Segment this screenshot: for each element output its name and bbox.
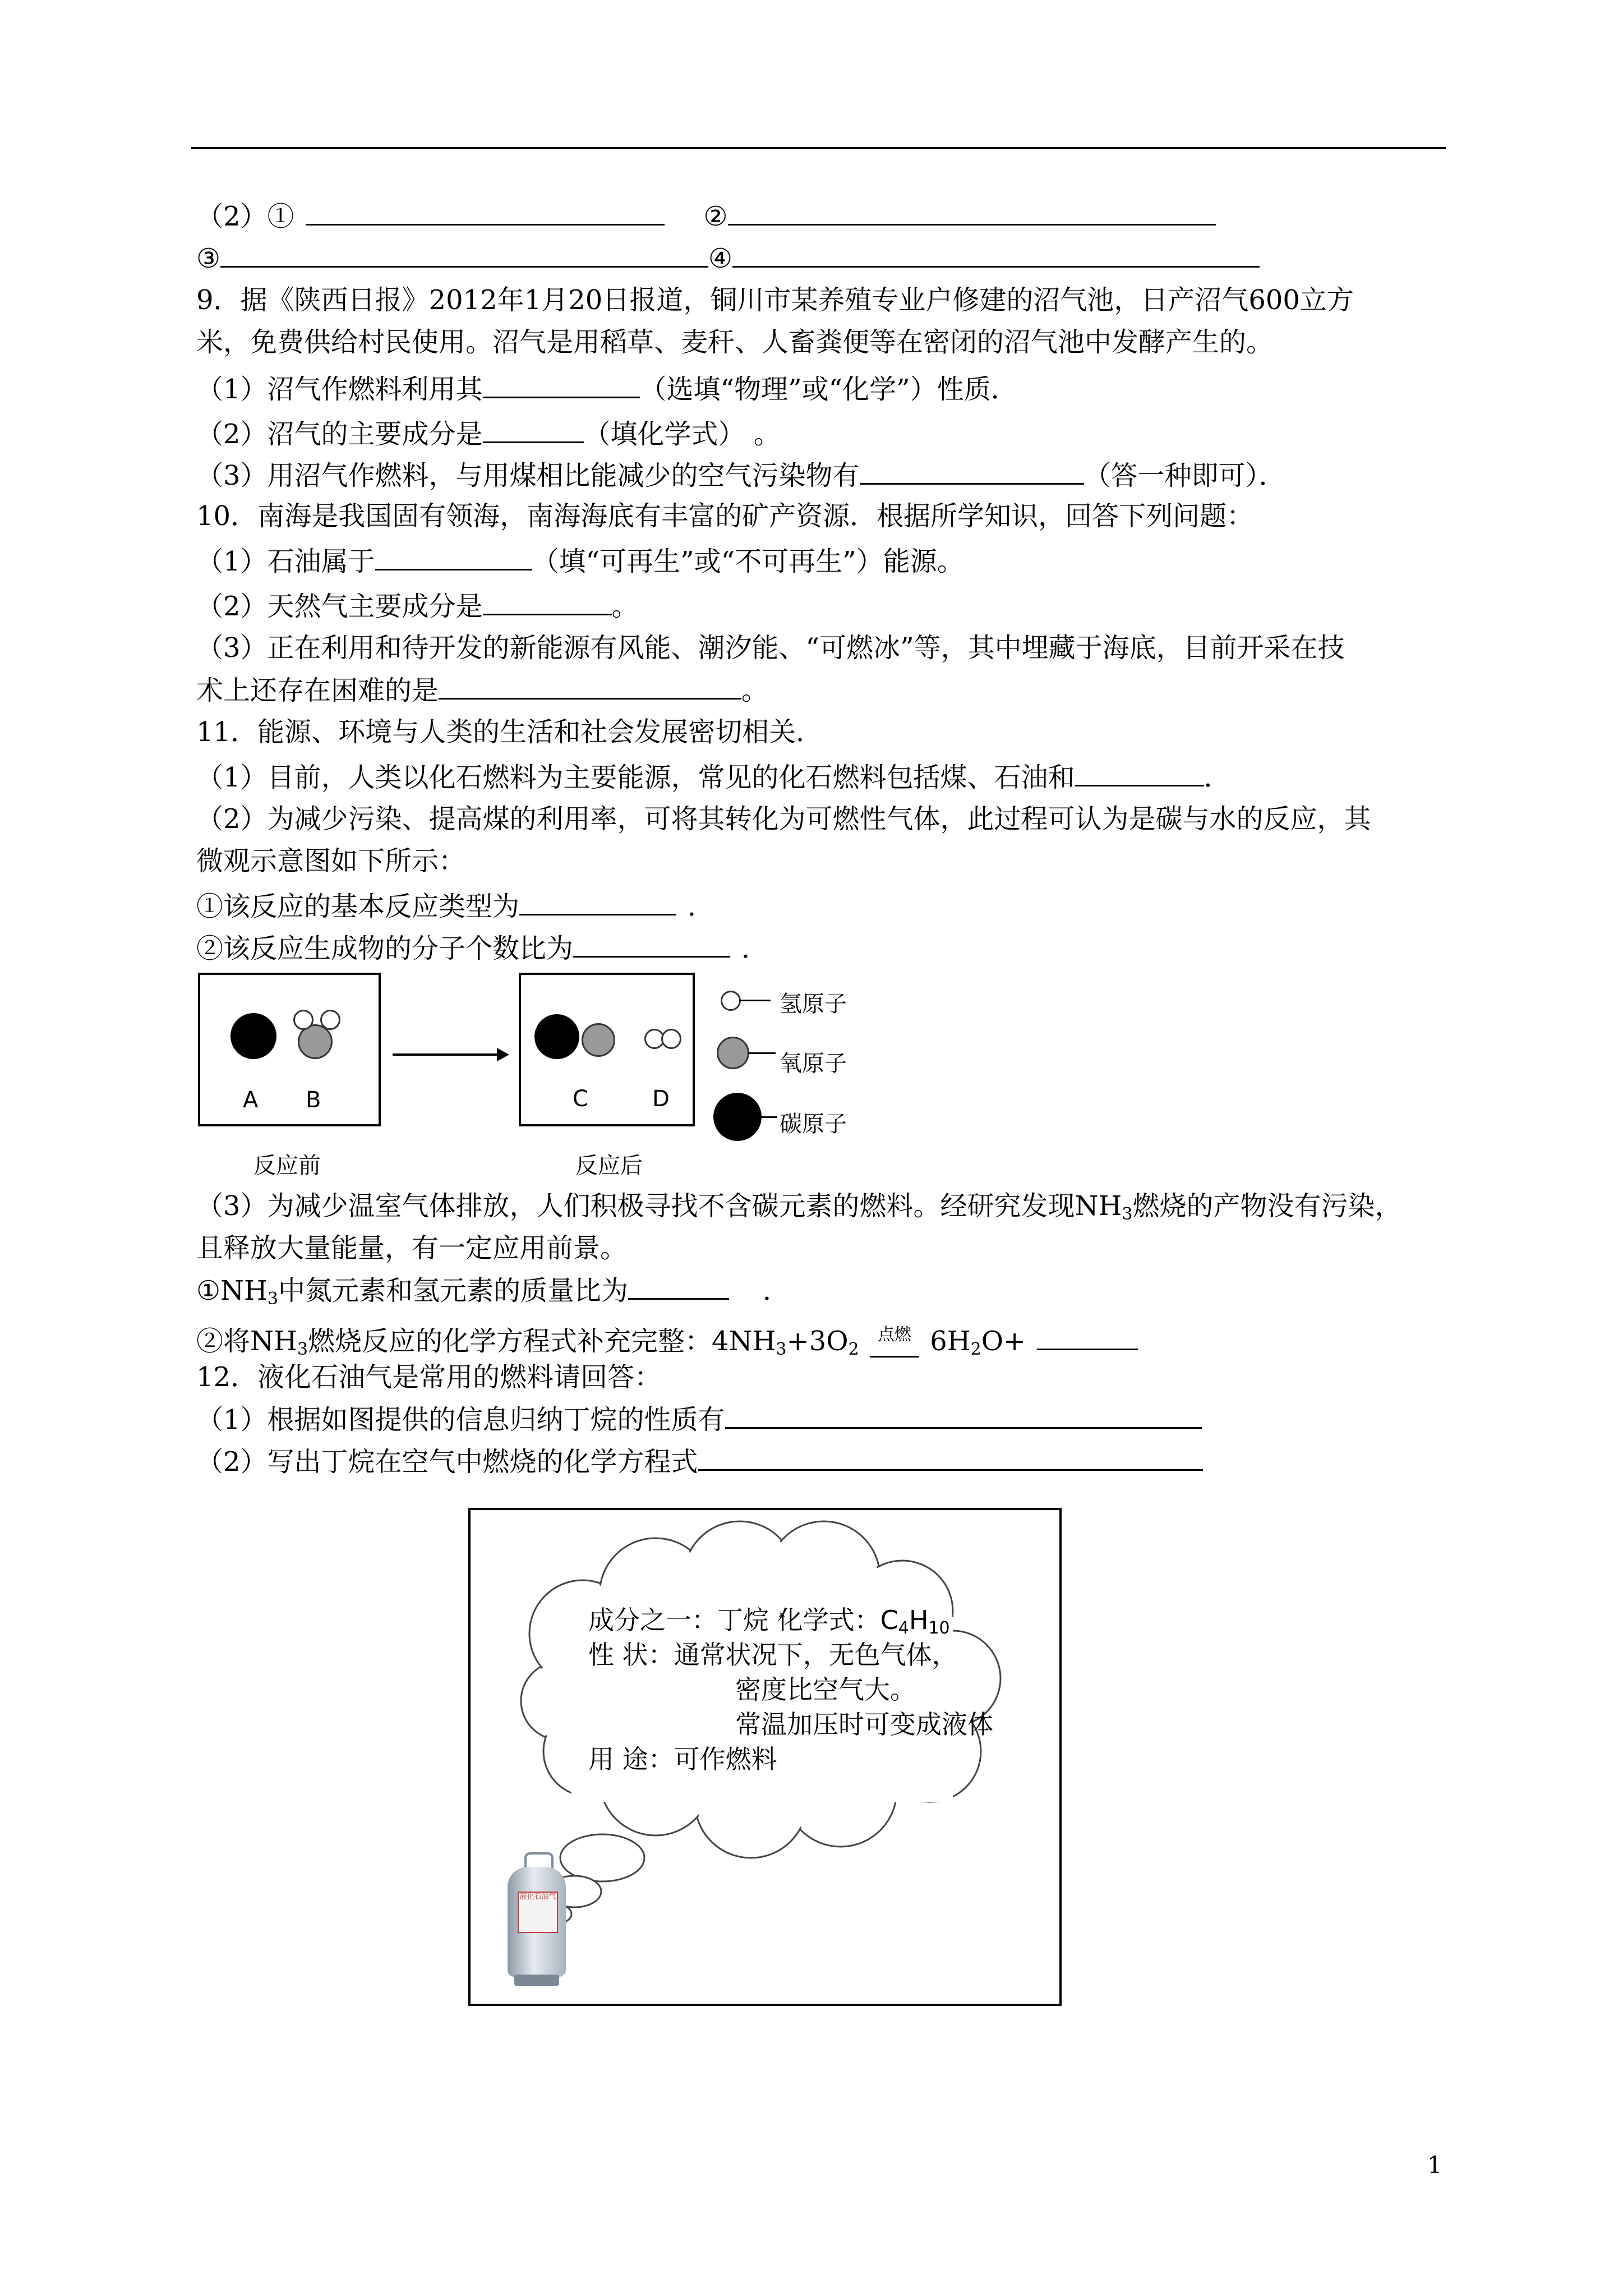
- header-rule: [191, 147, 1446, 149]
- gas-cylinder-icon: [508, 1852, 566, 1987]
- cloud-line-use: 用 途：可作燃料: [588, 1744, 777, 1774]
- legend-hydrogen: 氢原子: [780, 991, 847, 1017]
- reaction-arrow: [393, 1053, 499, 1056]
- after-box: [519, 973, 695, 1126]
- q11-sub2: ②该反应生成物的分子个数比为 ．: [196, 931, 768, 965]
- q12-stem: 12．液化石油气是常用的燃料请回答：: [196, 1361, 662, 1393]
- cloud-line-density: 密度比空气大。: [735, 1674, 916, 1705]
- label-c: C: [573, 1086, 588, 1112]
- q10-part2: （2）天然气主要成分是 。: [196, 589, 639, 623]
- legend-oxygen: 氧原子: [780, 1051, 847, 1076]
- legend-line: [760, 1116, 777, 1118]
- carbon-atom: [534, 1014, 579, 1059]
- label-a: A: [243, 1087, 259, 1113]
- q11-part1: （1）目前，人类以化石燃料为主要能源，常见的化石燃料包括煤、石油和 ．: [196, 760, 1231, 794]
- hydrogen-atom: [293, 1010, 313, 1030]
- butane-figure: [468, 1508, 1062, 2006]
- reaction-condition: 点燃: [868, 1318, 921, 1352]
- hydrogen-atom: [320, 1010, 340, 1030]
- q11-part3-sub1: $①NH_3$中氮元素和氢元素的质量比为 ．: [196, 1273, 790, 1308]
- q8-part2-line2: ③ ④: [196, 241, 1260, 275]
- legend-carbon: 碳原子: [780, 1111, 847, 1137]
- label-d: D: [652, 1086, 670, 1112]
- q10-stem: 10．南海是我国固有领海，南海海底有丰富的矿产资源．根据所学知识，回答下列问题：: [196, 500, 1254, 532]
- hydrogen-legend-icon: [721, 991, 741, 1011]
- legend-line: [739, 1000, 771, 1001]
- q11-part3-line1: （3）为减少温室气体排放，人们积极寻找不含碳元素的燃料。经研究发现$NH_3$燃烧的产物没有污染，: [196, 1190, 1402, 1224]
- q9-part1: （1）沼气作燃料利用其 （选填“物理”或“化学”）性质．: [196, 372, 1018, 406]
- q10-part1: （1）石油属于 （填“可再生”或“不可再生”）能源。: [196, 544, 964, 578]
- before-box: [198, 973, 381, 1126]
- hydrogen-atom: [661, 1029, 681, 1049]
- q11-part3-sub2: ②将$NH_3$燃烧反应的化学方程式补充完整：$4NH_3+3O_2$ 点燃 $6H_2O+$: [196, 1318, 1138, 1358]
- q11-part3-line2: 且释放大量能量，有一定应用前景。: [196, 1232, 628, 1264]
- q8-part2-line1: （2）① ②: [196, 199, 1216, 233]
- q10-part3-line1: （3）正在利用和待开发的新能源有风能、潮汐能、“可燃冰”等，其中埋藏于海底，目前开采在技: [196, 632, 1345, 664]
- q11-part2-line1: （2）为减少污染、提高煤的利用率，可将其转化为可燃性气体，此过程可认为是碳与水的反应，其: [196, 803, 1371, 835]
- cloud-line-property: 性 状：通常状况下，无色气体，: [588, 1640, 958, 1670]
- q9-stem-1: 9．据《陕西日报》2012年1月20日报道，铜川市某养殖专业户修建的沼气池，日产沼气600立方: [196, 284, 1354, 316]
- cloud-line-formula: 成分之一：丁烷 化学式：$C_4H_{10}$: [588, 1605, 950, 1638]
- carbon-atom: [230, 1013, 276, 1059]
- cylinder-label: 液化石油气: [518, 1892, 558, 1933]
- q11-stem: 11．能源、环境与人类的生活和社会发展密切相关．: [196, 716, 823, 748]
- q9-part2: （2）沼气的主要成分是 （填化学式） 。: [196, 417, 781, 451]
- label-before: 反应前: [253, 1153, 321, 1179]
- q9-stem-2: 米，免费供给村民使用。沼气是用稻草、麦秆、人畜粪便等在密闭的沼气池中发酵产生的。: [196, 326, 1274, 358]
- label-b: B: [306, 1087, 321, 1113]
- legend-line: [748, 1052, 776, 1054]
- q9-part3: （3）用沼气作燃料，与用煤相比能减少的空气污染物有 （答一种即可）．: [196, 458, 1286, 493]
- q10-part3-line2: 术上还存在困难的是 。: [196, 673, 768, 707]
- label-after: 反应后: [575, 1153, 643, 1179]
- oxygen-atom: [582, 1023, 615, 1057]
- carbon-legend-icon: [713, 1093, 762, 1141]
- q12-part2: （2）写出丁烷在空气中燃烧的化学方程式: [196, 1444, 1203, 1479]
- arrow-head: [497, 1048, 509, 1061]
- oxygen-legend-icon: [717, 1037, 749, 1069]
- q11-part2-line2: 微观示意图如下所示：: [196, 845, 466, 877]
- q12-part1: （1）根据如图提供的信息归纳丁烷的性质有: [196, 1402, 1202, 1437]
- q11-sub1: ①该反应的基本反应类型为 ．: [196, 889, 714, 923]
- cloud-line-liquid: 常温加压时可变成液体: [735, 1709, 993, 1740]
- page-number: 1: [1427, 2151, 1442, 2179]
